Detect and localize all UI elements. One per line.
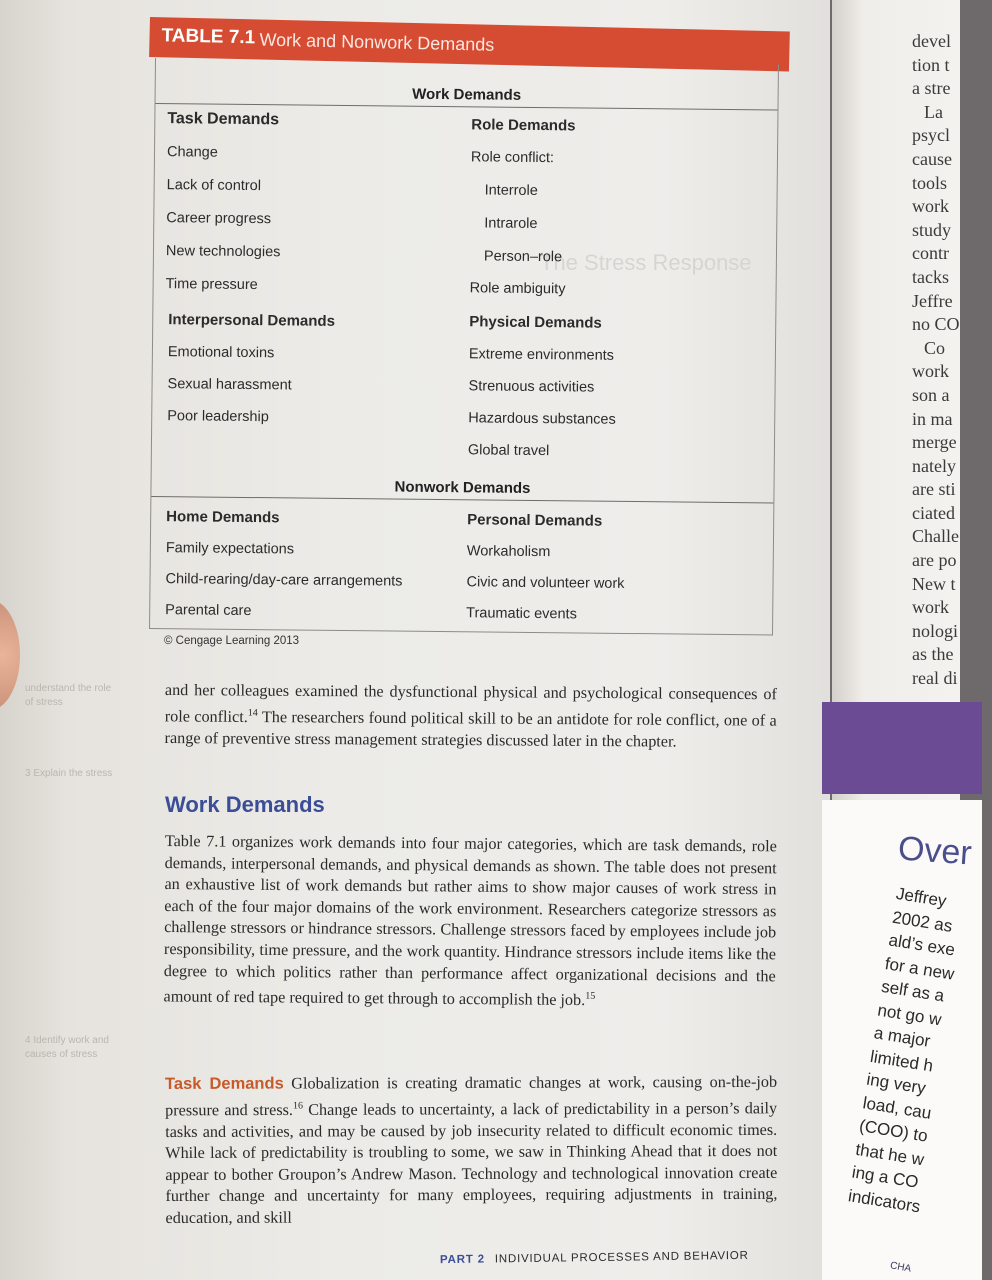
text-fragment: merge bbox=[912, 432, 957, 453]
physical-demands-heading: Physical Demands bbox=[469, 313, 602, 332]
home-demand-item: Parental care bbox=[165, 602, 252, 620]
sidebar-line: Jeffrey bbox=[894, 883, 948, 911]
text-fragment: nologi bbox=[912, 620, 959, 641]
paragraph bbox=[163, 831, 777, 1013]
footer-part: PART 2 bbox=[439, 1253, 485, 1267]
task-demand-item: Career progress bbox=[166, 210, 272, 228]
sidebar-line: self as a bbox=[880, 976, 946, 1006]
bleed-text: causes of stress bbox=[25, 1049, 98, 1060]
text-fragment: study bbox=[912, 219, 952, 240]
text-fragment: Co bbox=[924, 337, 946, 358]
sidebar-line: for a new bbox=[883, 953, 956, 984]
text-fragment: are sti bbox=[912, 479, 956, 500]
physical-demand-item: Global travel bbox=[467, 442, 550, 460]
role-demand-item: Role conflict: bbox=[470, 149, 555, 167]
text-fragment: contr bbox=[912, 243, 949, 264]
text-fragment: tacks bbox=[912, 266, 949, 287]
sidebar-line: indicators bbox=[846, 1185, 922, 1216]
sidebar-line: ald’s exe bbox=[887, 930, 957, 960]
physical-demand-item: Extreme environments bbox=[468, 346, 615, 364]
text-fragment: psycl bbox=[912, 125, 950, 146]
interpersonal-demand-item: Poor leadership bbox=[167, 408, 269, 426]
task-demand-item: Time pressure bbox=[165, 276, 258, 294]
personal-demand-item: Civic and volunteer work bbox=[466, 574, 625, 592]
paragraph-text: and her colleagues examined the dysfunctional physical and psychological consequences of role conflict. bbox=[164, 681, 777, 726]
interpersonal-demand-item: Sexual harassment bbox=[167, 376, 292, 394]
text-fragment: Challe bbox=[912, 526, 959, 547]
table-title: Work and Nonwork Demands bbox=[259, 29, 495, 55]
section-heading: Work Demands bbox=[165, 792, 325, 817]
task-demands-heading: Task Demands bbox=[167, 110, 280, 129]
text-fragment: in ma bbox=[912, 408, 953, 429]
bleed-text: 4 Identify work and bbox=[25, 1035, 109, 1046]
sidebar-line: load, cau bbox=[861, 1092, 933, 1123]
sidebar-line: limited h bbox=[868, 1046, 935, 1076]
sidebar-line: (COO) to bbox=[857, 1116, 930, 1146]
home-demand-item: Family expectations bbox=[165, 540, 295, 558]
text-fragment: La bbox=[924, 101, 943, 122]
paragraph-text: Change leads to uncertainty, a lack of predictability in a person’s daily tasks and activities, and may be caused by job insecurity related to difficult economic times. While lack of predictability is troubling to some, we saw in Thinking Ahead that it does not appear to bother Groupon’s Andrew Mason. Technology and technological innovation create further change and uncertainty for many employees, requiring adjustments in training, education, and skill bbox=[165, 1098, 778, 1227]
sidebar-line: 2002 as bbox=[891, 907, 954, 936]
sidebar-line: that he w bbox=[854, 1139, 926, 1169]
reference-number: 14 bbox=[247, 707, 258, 719]
text-fragment: New t bbox=[912, 573, 956, 594]
home-demands-heading: Home Demands bbox=[166, 508, 280, 527]
text-fragment: as the bbox=[912, 644, 954, 665]
bleed-text: of stress bbox=[25, 697, 63, 708]
text-fragment: are po bbox=[912, 550, 957, 571]
text-fragment: son a bbox=[912, 384, 950, 405]
table-credit: © Cengage Learning 2013 bbox=[164, 635, 300, 647]
text-fragment: work bbox=[912, 597, 949, 618]
text-fragment: nately bbox=[912, 455, 956, 476]
work-demands-heading: Work Demands bbox=[412, 85, 522, 104]
text-fragment: tools bbox=[912, 172, 948, 193]
right-page-footer: CHA bbox=[889, 1260, 912, 1275]
bleed-text: 3 Explain the stress bbox=[25, 768, 113, 779]
nonwork-demands-heading: Nonwork Demands bbox=[394, 478, 531, 497]
text-fragment: devel bbox=[912, 31, 951, 51]
sidebar-line: ing a CO bbox=[850, 1162, 920, 1192]
task-demand-item: Lack of control bbox=[166, 177, 262, 195]
text-fragment: tion t bbox=[912, 54, 950, 75]
text-fragment: cause bbox=[912, 148, 952, 169]
task-demand-item: New technologies bbox=[165, 243, 281, 261]
footer-title: INDIVIDUAL PROCESSES AND BEHAVIOR bbox=[494, 1249, 749, 1266]
personal-demands-heading: Personal Demands bbox=[467, 511, 603, 530]
work-nonwork-demands-table bbox=[149, 58, 779, 636]
bleed-text: understand the role bbox=[25, 683, 112, 694]
physical-demand-item: Hazardous substances bbox=[468, 410, 616, 428]
paragraph bbox=[165, 680, 777, 753]
role-demand-item: Intrarole bbox=[484, 215, 538, 233]
text-fragment: real di bbox=[912, 668, 958, 689]
personal-demand-item: Traumatic events bbox=[466, 605, 577, 623]
reference-number: 15 bbox=[585, 990, 596, 1002]
role-demand-item: Role ambiguity bbox=[469, 280, 566, 298]
paragraph-text: The researchers found political skill to be an antidote for role conflict, one of a range of preventive stress management strategies discussed later in the chapter. bbox=[164, 707, 777, 751]
run-in-heading: Task Demands bbox=[165, 1074, 284, 1093]
purple-banner bbox=[822, 702, 982, 794]
text-fragment: work bbox=[912, 196, 949, 217]
personal-demand-item: Workaholism bbox=[466, 543, 551, 561]
role-demand-item: Person–role bbox=[483, 248, 563, 266]
sidebar-line: a major bbox=[872, 1023, 932, 1051]
physical-demand-item: Strenuous activities bbox=[468, 378, 595, 396]
sidebar-heading: Over bbox=[896, 829, 973, 873]
reference-number: 16 bbox=[292, 1100, 303, 1112]
role-demand-item: Interrole bbox=[484, 182, 538, 200]
text-fragment: Jeffre bbox=[912, 290, 953, 311]
text-fragment: work bbox=[912, 361, 949, 382]
role-demands-heading: Role Demands bbox=[471, 116, 576, 135]
home-demand-item: Child-rearing/day-care arrangements bbox=[165, 571, 403, 590]
sidebar-line: ing very bbox=[865, 1069, 928, 1098]
text-fragment: a stre bbox=[912, 78, 951, 99]
bleed-heading: The Stress Response bbox=[540, 250, 752, 275]
paragraph-text: Table 7.1 organizes work demands into four major categories, which are task demands, role demands, interpersonal demands, and physical demands as shown. The table does not present an exhaustive list of work demands but rather aims to show major causes of work stress in each of the four major domains of the work environment. Researchers categorize stressors as challenge stressors or hindrance stressors. Challenge stressors faced by employees include job responsibility, time pressure, and the work quantity. Hindrance stressors include items like the degree to which politics rather than performance affect organizational decisions and the amount of red tape required to get through to accomplish the job. bbox=[163, 831, 777, 1010]
task-demand-item: Change bbox=[166, 144, 218, 161]
paragraph-text: Globalization is creating dramatic changes at work, causing on-the-job pressure and stress. bbox=[165, 1072, 778, 1119]
sidebar-line: not go w bbox=[876, 1000, 943, 1029]
right-page-text bbox=[912, 30, 992, 691]
text-fragment: ciated bbox=[912, 502, 955, 523]
table-number: TABLE 7.1 bbox=[161, 25, 256, 49]
interpersonal-demands-heading: Interpersonal Demands bbox=[168, 311, 336, 330]
paragraph bbox=[165, 1072, 778, 1230]
interpersonal-demand-item: Emotional toxins bbox=[167, 344, 275, 362]
text-fragment: no CO bbox=[912, 314, 960, 335]
